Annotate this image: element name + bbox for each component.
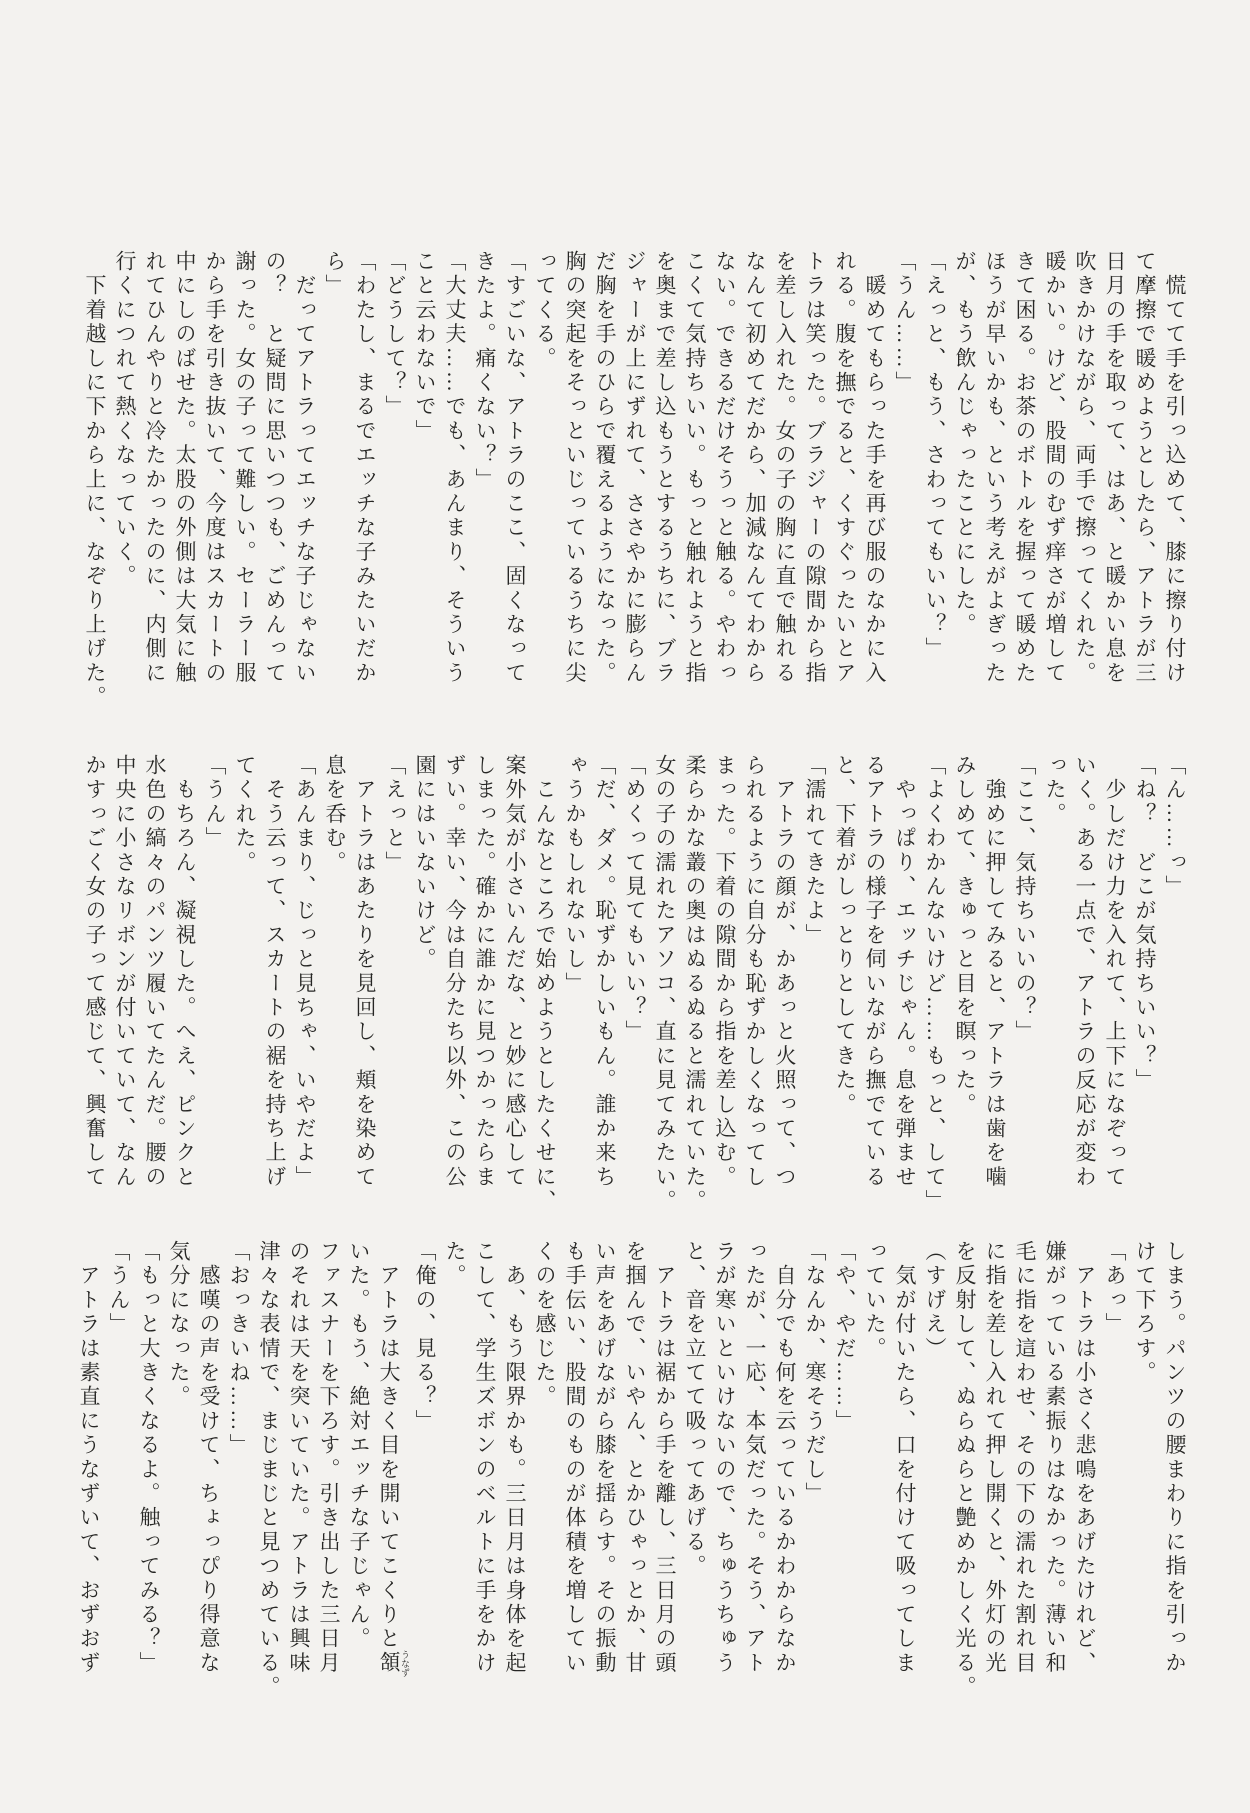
text-line: を奥まで差し込もうとするうちに、ブラ [653,250,677,686]
text-line: やっぱり、エッチじゃん。息を弾ませ [893,754,917,1190]
text-line: を掴んで、いやん、とかひゃっとか、甘 [623,1240,647,1676]
text-line: 園にはいないけど。 [413,754,437,972]
text-line: ジャーが上にずれて、ささやかに膨らん [623,250,647,686]
text-line: ら」 [323,250,347,299]
text-line: 「あんまり、じっと見ちゃ、いやだよ」 [293,754,317,1190]
text-line: まった。下着の隙間から指を差し込む。 [713,754,737,1190]
text-band-bottom [74,1240,1190,1700]
text-line: るアトラの様子を伺いながら撫でている [863,754,887,1190]
text-line: れる。腹を撫でると、くすぐったいとア [833,250,857,686]
text-line: った。 [1043,754,1067,827]
text-line: きたよ。痛くない？」 [473,250,497,492]
text-line: の？ と疑問に思いつつも、ごめんって [263,250,287,686]
text-line: 少しだけ力を入れて、上下になぞって [1103,754,1127,1190]
text-line: しまう。パンツの腰まわりに指を引っか [1163,1240,1187,1676]
text-line: ってくる。 [533,250,557,371]
text-line: きて困る。お茶のボトルを握って暖めた [1013,250,1037,686]
text-line: 日月の手を取って、はあ、と暖かい息を [1103,250,1127,686]
text-line: いく。ある一点で、アトラの反応が変わ [1073,754,1097,1190]
text-line: 「ん……っ」 [1163,754,1187,900]
text-line: られるように自分も恥ずかしくなってし [743,754,767,1190]
text-line: れてひんやりと冷たかったのに、内側に [143,250,167,686]
text-line: アトラは素直にうなずいて、おずおず [77,1240,101,1676]
text-line: こんなところで始めようとしたくせに、 [533,754,557,1214]
text-line: こと云わないで」 [413,250,437,444]
text-line: 「大丈夫……でも、あんまり、そういう [443,250,467,686]
text-line: が、もう飲んじゃったことにした。 [953,250,977,638]
text-line: 吹きかけながら、両手で擦ってくれた。 [1073,250,1097,686]
text-line: 胸の突起をそっといじっているうちに尖 [563,250,587,686]
text-line: 「どうして？」 [383,250,407,420]
text-line: 「よくわかんないけど……もっと、して」 [923,754,947,1214]
ruby-annotated-kanji: 頷 うなず [377,1650,410,1678]
text-band-top [80,250,1190,710]
text-line: 感嘆の声を受けて、ちょっぴり得意な [197,1240,221,1676]
text-line: アトラは大きく目を開いてこくりと頷 うなず [377,1240,410,1678]
text-line: アトラの顔が、かあっと火照って、つ [773,754,797,1190]
text-line: を差し入れた。女の子の胸に直で触れる [773,250,797,686]
text-line: に指を差し入れて押し開くと、外灯の光 [983,1240,1007,1676]
text-line: 「俺の、見る？」 [413,1240,437,1434]
text-line: 「ね？ どこが気持ちいい？」 [1133,754,1157,1093]
text-line: 息を呑む。 [323,754,347,875]
text-line: だってアトラってエッチな子じゃない [293,250,317,686]
text-line: 「もっと大きくなるよ。触ってみる？」 [137,1240,161,1676]
text-line: 「おっきいね……」 [227,1240,251,1458]
text-line: 中央に小さなリボンが付いていて、なん [113,754,137,1190]
text-line: 「めくって見てもいい？」 [623,754,647,1045]
text-line: ゃうかもしれないし」 [563,754,587,996]
text-line: もちろん、凝視した。へえ、ピンクと [173,754,197,1190]
text-line: だ胸を手のひらで覆えるようになった。 [593,250,617,686]
text-line: 水色の縞々のパンツ履いてたんだ。腰の [143,754,167,1190]
text-line: アトラは裾から手を離し、三日月の頭 [653,1240,677,1676]
text-band-middle [80,754,1190,1214]
text-line: 女の子の濡れたアソコ、直に見てみたい。 [653,754,677,1214]
text-line: なんて初めてだから、加減なんてわから [743,250,767,686]
text-line: 「うん」 [107,1240,131,1337]
text-line: 案外気が小さいんだな、と妙に感心して [503,754,527,1190]
text-line: くのを感じた。 [533,1240,557,1410]
text-line: 気が付いたら、口を付けて吸ってしま [893,1240,917,1676]
text-line: ったが、一応、本気だった。そう、アト [743,1240,767,1676]
text-line: こくて気持ちいい。もっと触れようと指 [683,250,707,686]
text-line: て摩擦で暖めようとしたら、アトラが三 [1133,250,1157,686]
text-line: 「濡れてきたよ」 [803,754,827,948]
text-line: 「だ、ダメ。恥ずかしいもん。誰か来ち [593,754,617,1190]
text-line: 下着越しに下から上に、なぞり上げた。 [83,250,107,710]
text-line: 行くにつれて熱くなっていく。 [113,250,137,589]
text-line: ない。できるだけそうっと触る。やわっ [713,250,737,686]
text-line: ファスナーを下ろす。引き出した三日月 [317,1240,341,1676]
text-line: てくれた。 [233,754,257,875]
text-line: のそれは天を突いていた。アトラは興味 [287,1240,311,1676]
text-line: た。 [443,1240,467,1289]
text-line: 嫌がっている素振りはなかった。薄い和 [1043,1240,1067,1676]
text-line: 「うん」 [203,754,227,851]
text-line: 中にしのばせた。太股の外側は大気に触 [173,250,197,686]
text-line: こして、学生ズボンのベルトに手をかけ [473,1240,497,1676]
text-line: 暖かい。けど、股間のむず痒さが増して [1043,250,1067,686]
text-line: 「えっと」 [383,754,407,875]
text-line: から手を引き抜いて、今度はスカートの [203,250,227,686]
text-line: 「や、やだ……」 [833,1240,857,1434]
text-line: 「すごいな、アトラのここ、固くなって [503,250,527,686]
text-line: 謝った。女の子って難しい。セーラー服 [233,250,257,686]
text-line: 気分になった。 [167,1240,191,1410]
text-line: と、下着がしっとりとしてきた。 [833,754,857,1117]
text-line: そう云って、スカートの裾を持ち上げ [263,754,287,1190]
text-line: 柔らかな叢の奥はぬるぬると濡れていた。 [683,754,707,1214]
text-line: 暖めてもらった手を再び服のなかに入 [863,250,887,686]
text-line: みしめて、きゅっと目を瞑った。 [953,754,977,1117]
text-line: 自分でも何を云っているかわからなか [773,1240,797,1676]
text-line: 「あっ」 [1103,1240,1127,1337]
text-line: トラは笑った。ブラジャーの隙間から指 [803,250,827,686]
text-line: あ、もう限界かも。三日月は身体を起 [503,1240,527,1676]
text-line: 「なんか、寒そうだし」 [803,1240,827,1507]
text-line: ラが寒いといけないので、ちゅうちゅう [713,1240,737,1676]
text-line: ずい。幸い、今は自分たち以外、この公 [443,754,467,1190]
text-line: 慌てて手を引っ込めて、膝に擦り付け [1163,250,1187,686]
text-line: 「うん……」 [893,250,917,396]
text-line: 津々な表情で、まじまじと見つめている。 [257,1240,281,1700]
text-line: も手伝い、股間のものが体積を増してい [563,1240,587,1676]
text-line: と、音を立てて吸ってあげる。 [683,1240,707,1579]
text-line: いた。もう、絶対エッチな子じゃん。 [347,1240,371,1652]
text-line: っていた。 [863,1240,887,1361]
text-line: アトラは小さく悲鳴をあげたけれど、 [1073,1240,1097,1676]
text-line: しまった。確かに誰かに見つかったらま [473,754,497,1190]
text-line: ほうが早いかも、という考えがよぎった [983,250,1007,686]
text-line: を反射して、ぬらぬらと艶めかしく光る。 [953,1240,977,1700]
text-line: 「わたし、まるでエッチな子みたいだか [353,250,377,686]
text-line: 「ここ、気持ちいいの？」 [1013,754,1037,1045]
text-line: かすっごく女の子って感じて、興奮して [83,754,107,1190]
text-line: 「えっと、もう、さわってもいい？」 [923,250,947,662]
text-line: アトラはあたりを見回し、頬を染めて [353,754,377,1190]
text-line: けて下ろす。 [1133,1240,1157,1386]
text-line: （すげえ） [923,1240,947,1361]
text-line: 毛に指を這わせ、その下の濡れた割れ目 [1013,1240,1037,1676]
text-line: い声をあげながら膝を揺らす。その振動 [593,1240,617,1676]
text-line: 強めに押してみると、アトラは歯を噛 [983,754,1007,1190]
